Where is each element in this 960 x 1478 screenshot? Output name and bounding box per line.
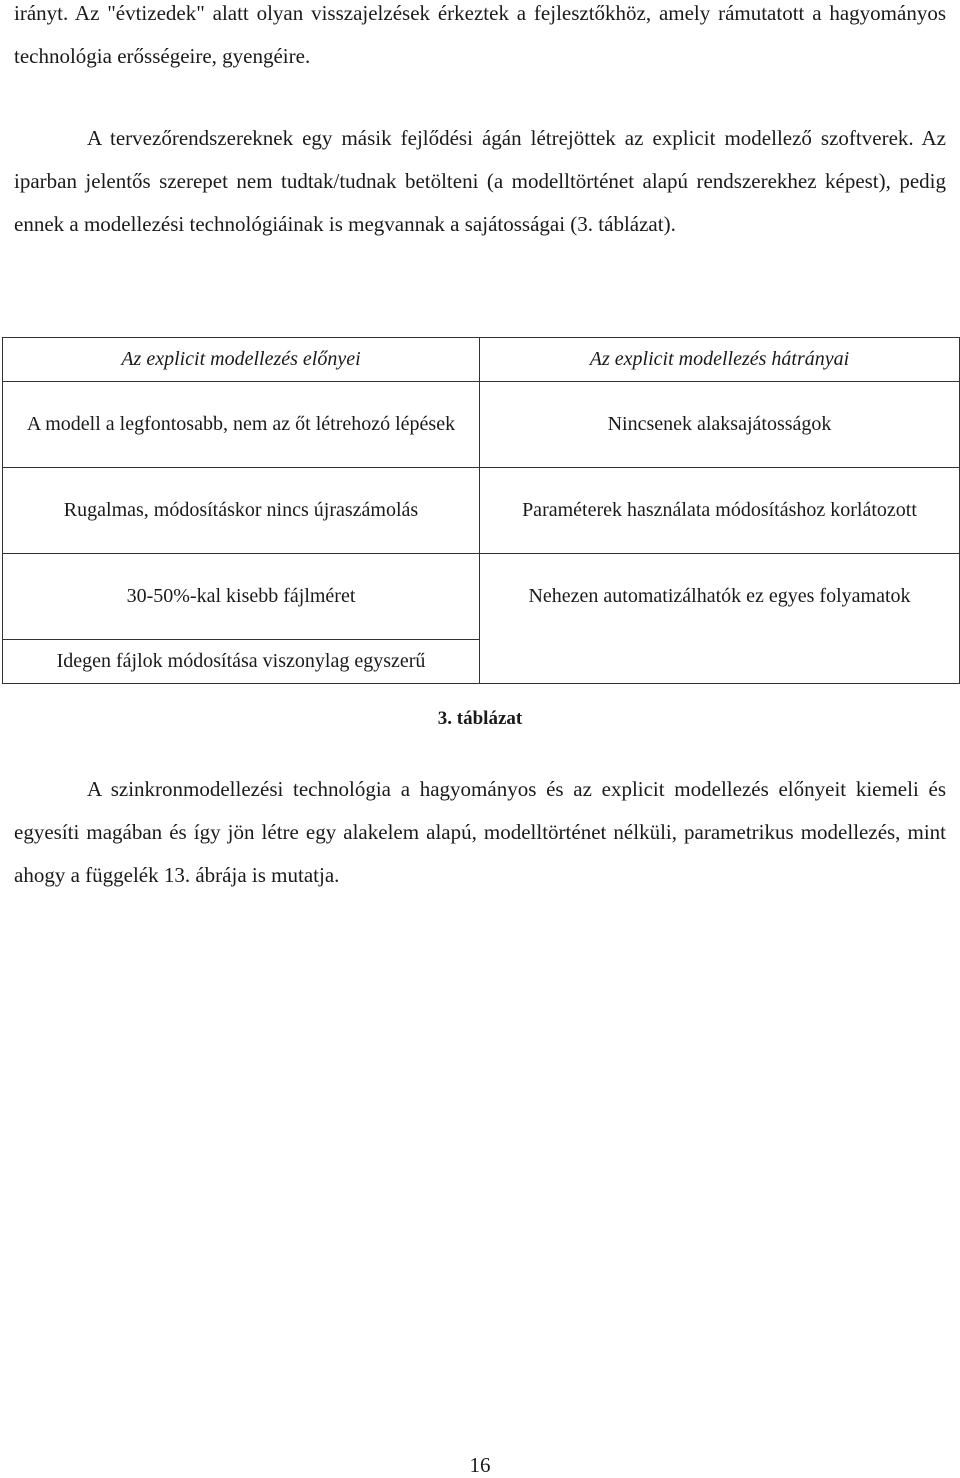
table-header-advantages: Az explicit modellezés előnyei <box>3 338 480 382</box>
advantage-cell: Idegen fájlok módosítása viszonylag egyszerű <box>3 640 480 684</box>
page-number: 16 <box>469 1453 491 1477</box>
paragraph-explicit-modeling: A tervezőrendszereknek egy másik fejlődési ágán létrejöttek az explicit modellező szoftverek. Az iparban jelentős szerepet nem tudtak/tudnak betölteni (a modelltörténet alapú rendszerekhez képest), pedig ennek a modellezési technológiáinak is megvannak a sajátosságai (3. táblázat). <box>14 126 946 236</box>
table-row <box>3 382 960 468</box>
empty-cell <box>480 640 960 684</box>
paragraph-intro: irányt. Az "évtizedek" alatt olyan visszajelzések érkeztek a fejlesztőkhöz, amely rámutatott a hagyományos technológia erősségeire, gyengéire. <box>14 1 946 68</box>
table-caption: 3. táblázat <box>437 708 523 729</box>
table-header-row <box>3 338 960 382</box>
table-row <box>3 468 960 554</box>
table-row <box>3 640 960 684</box>
disadvantage-cell: Nincsenek alaksajátosságok <box>480 382 960 468</box>
advantage-cell: A modell a legfontosabb, nem az őt létrehozó lépések <box>3 382 480 468</box>
table-header-disadvantages: Az explicit modellezés hátrányai <box>480 338 960 382</box>
disadvantage-cell: Paraméterek használata módosításhoz korlátozott <box>480 468 960 554</box>
disadvantage-cell: Nehezen automatizálhatók ez egyes folyamatok <box>480 554 960 640</box>
paragraph-sync-modeling: A szinkronmodellezési technológia a hagyományos és az explicit modellezés előnyeit kiemeli és egyesíti magában és így jön létre egy alakelem alapú, modelltörténet nélküli, parametrikus modellezés, mint ahogy a függelék 13. ábrája is mutatja. <box>14 777 946 887</box>
advantage-cell: 30-50%-kal kisebb fájlméret <box>3 554 480 640</box>
advantage-cell: Rugalmas, módosításkor nincs újraszámolás <box>3 468 480 554</box>
comparison-table <box>2 337 960 684</box>
table-row <box>3 554 960 640</box>
